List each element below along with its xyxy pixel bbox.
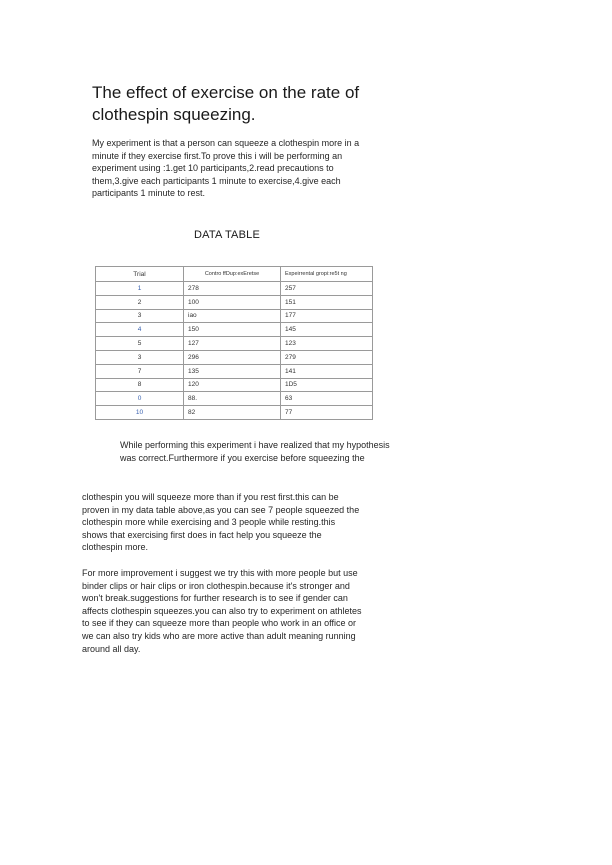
table-header-row: [96, 267, 373, 282]
intro-paragraph: [92, 137, 382, 200]
experimental-value-cell: 145: [281, 323, 373, 337]
control-value-cell: 120: [184, 378, 281, 392]
experimental-value-cell: 63: [281, 392, 373, 406]
conclusion-line: shows that exercising first does in fact help you squeeze the: [82, 529, 322, 540]
table-row: [96, 392, 373, 406]
table-row: [96, 378, 373, 392]
improvement-line: to see if they can squeeze more than people who work in an office or: [82, 618, 356, 629]
conclusion-line: was correct.Furthermore if you exercise before squeezing the: [120, 452, 365, 463]
conclusion-line: proven in my data table above,as you can see 7 people squeezed the: [82, 504, 360, 515]
experimental-value-cell: 279: [281, 350, 373, 364]
table-body: [96, 282, 373, 420]
header-trial: Trial: [96, 267, 184, 282]
trial-cell: 3: [96, 309, 184, 323]
conclusion-line: While performing this experiment i have realized that my hypothesis: [120, 440, 390, 450]
trial-cell: 5: [96, 337, 184, 351]
table-row: [96, 309, 373, 323]
control-value-cell: 127: [184, 337, 281, 351]
intro-line: them,3.give each participants 1 minute to exercise,4.give each: [92, 175, 341, 186]
experimental-value-cell: 177: [281, 309, 373, 323]
improvement-line: around all day.: [82, 643, 141, 654]
intro-line: minute if they exercise first.To prove this i will be performing an: [92, 150, 343, 161]
header-experimental-group: Expeirrental gropi:re5t ng: [281, 267, 373, 282]
intro-line: My experiment is that a person can squeeze a clothespin more in a: [92, 138, 360, 148]
table-row: [96, 364, 373, 378]
improvement-line: For more improvement i suggest we try this with more people but use: [82, 568, 358, 578]
trial-cell: 0: [96, 392, 184, 406]
header-control-group: Contro ffDup:exEretse: [184, 267, 281, 282]
table-row: [96, 323, 373, 337]
intro-line: participants 1 minute to rest.: [92, 188, 206, 199]
title-line-2: clothespin squeezing.: [92, 105, 256, 124]
trial-cell: 3: [96, 350, 184, 364]
table-heading: DATA TABLE: [194, 229, 260, 241]
trial-cell: 2: [96, 295, 184, 309]
control-value-cell: 100: [184, 295, 281, 309]
conclusion-line: clothespin more.: [82, 542, 149, 553]
title-line-1: The effect of exercise on the rate of: [92, 83, 360, 102]
control-value-cell: iao: [184, 309, 281, 323]
improvement-line: we can also try kids who are more active than adult meaning running: [82, 630, 356, 641]
experimental-value-cell: 77: [281, 406, 373, 420]
improvement-line: binder clips or hair clips or iron clothespin.because it's stronger and: [82, 580, 350, 591]
experimental-value-cell: 123: [281, 337, 373, 351]
improvement-paragraph: [82, 567, 372, 655]
intro-line: experiment using :1.get 10 participants,2.read precautions to: [92, 163, 334, 174]
table-row: [96, 282, 373, 296]
control-value-cell: 88.: [184, 392, 281, 406]
conclusion-line: clothespin more while exercising and 3 people while resting.this: [82, 517, 336, 528]
improvement-line: affects clothespin squeezes.you can also try to experiment on athletes: [82, 605, 362, 616]
experimental-value-cell: 151: [281, 295, 373, 309]
experimental-value-cell: 257: [281, 282, 373, 296]
conclusion-line: clothespin you will squeeze more than if you rest first.this can be: [82, 492, 339, 502]
conclusion-paragraph-continued: [82, 491, 372, 554]
trial-cell: 1: [96, 282, 184, 296]
table-row: [96, 337, 373, 351]
document-title: [92, 82, 392, 126]
conclusion-paragraph-start: [120, 439, 390, 464]
experimental-value-cell: 1D5: [281, 378, 373, 392]
trial-cell: 10: [96, 406, 184, 420]
table-row: [96, 406, 373, 420]
trial-cell: 8: [96, 378, 184, 392]
control-value-cell: 278: [184, 282, 281, 296]
control-value-cell: 296: [184, 350, 281, 364]
control-value-cell: 135: [184, 364, 281, 378]
experimental-value-cell: 141: [281, 364, 373, 378]
improvement-line: won't break.suggestions for further research is to see if gender can: [82, 593, 348, 604]
data-table: [95, 266, 373, 420]
control-value-cell: 82: [184, 406, 281, 420]
table-row: [96, 350, 373, 364]
table-row: [96, 295, 373, 309]
trial-cell: 7: [96, 364, 184, 378]
trial-cell: 4: [96, 323, 184, 337]
control-value-cell: 150: [184, 323, 281, 337]
